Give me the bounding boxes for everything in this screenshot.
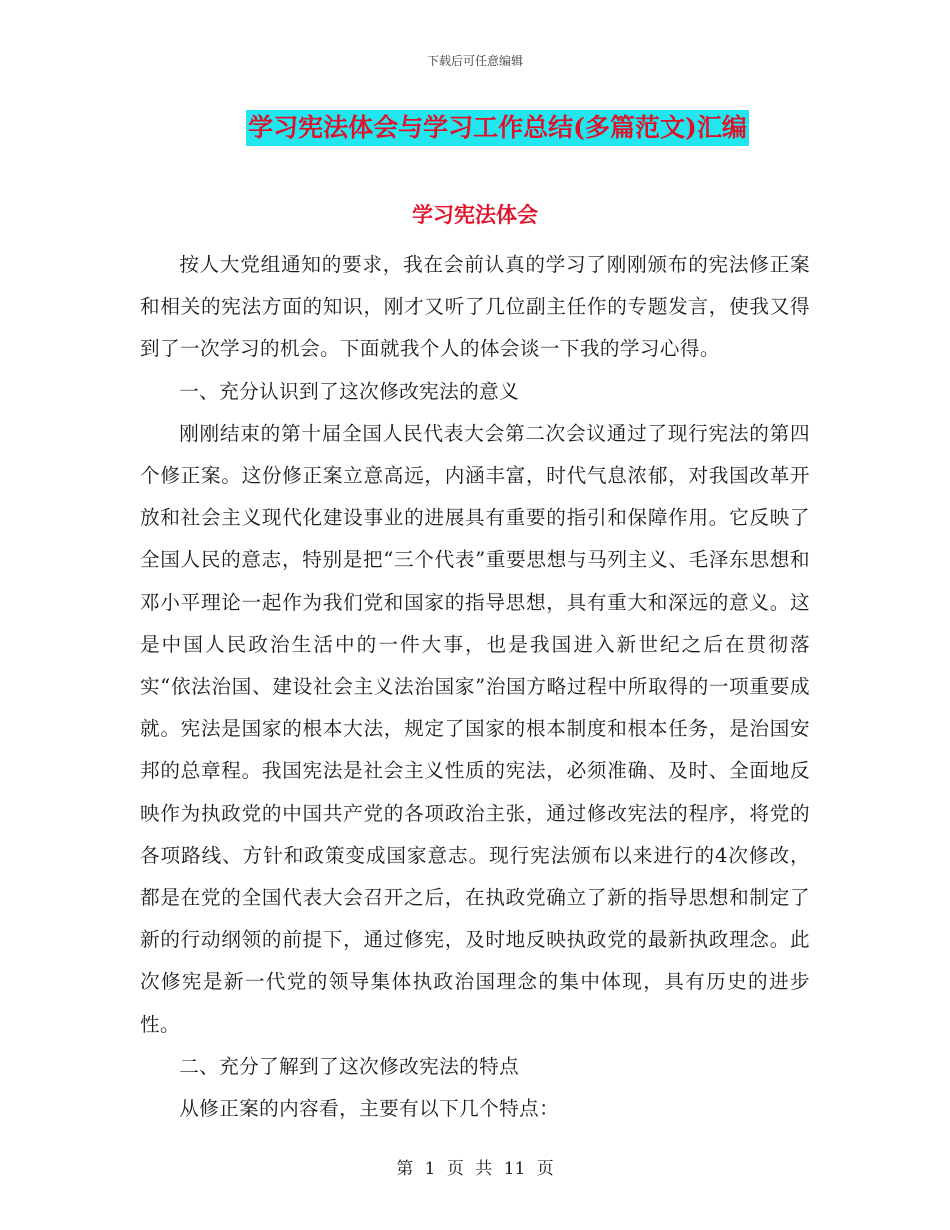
title-block bbox=[0, 110, 950, 146]
heading-part-two: 二、充分了解到了这次修改宪法的特点 bbox=[179, 1054, 520, 1078]
document-title: 学习宪法体会与学习工作总结(多篇范文)汇编 bbox=[246, 110, 749, 146]
header-note: 下载后可任意编辑 bbox=[426, 54, 523, 68]
paragraph-features-intro: 从修正案的内容看，主要有以下几个特点： bbox=[179, 1097, 560, 1121]
paragraph-intro: 按人大党组通知的要求，我在会前认真的学习了刚刚颁布的宪法修正案和相关的宪法方面的知识，刚才又听了几位副主任作的专题发言，使我又得到了一次学习的机会。下面就我个人的体会谈一下我的学习心得。 bbox=[140, 253, 810, 361]
document-body bbox=[140, 244, 810, 1130]
heading-part-one: 一、充分认识到了这次修改宪法的意义 bbox=[179, 379, 520, 403]
section-title: 学习宪法体会 bbox=[412, 202, 538, 227]
page-footer: 第 1 页 共 11 页 bbox=[396, 1159, 554, 1179]
paragraph-significance: 刚刚结束的第十届全国人民代表大会第二次会议通过了现行宪法的第四个修正案。这份修正案立意高远，内涵丰富，时代气息浓郁，对我国改革开放和社会主义现代化建设事业的进展具有重要的指引和保障作用。它反映了全国人民的意志，特别是把“三个代表”重要思想与马列主义、毛泽东思想和邓小平理论一起作为我们党和国家的指导思想，具有重大和深远的意义。这是中国人民政治生活中的一件大事，也是我国进入新世纪之后在贯彻落实“依法治国、建设社会主义法治国家”治国方略过程中所取得的一项重要成就。宪法是国家的根本大法，规定了国家的根本制度和根本任务，是治国安邦的总章程。我国宪法是社会主义性质的宪法，必须准确、及时、全面地反映作为执政党的中国共产党的各项政治主张，通过修改宪法的程序，将党的各项路线、方针和政策变成国家意志。现行宪法颁布以来进行的4次修改，都是在党的全国代表大会召开之后，在执政党确立了新的指导思想和制定了新的行动纲领的前提下，通过修宪，及时地反映执政党的最新执政理念。此次修宪是新一代党的领导集体执政治国理念的集中体现，具有历史的进步性。 bbox=[140, 421, 810, 1036]
